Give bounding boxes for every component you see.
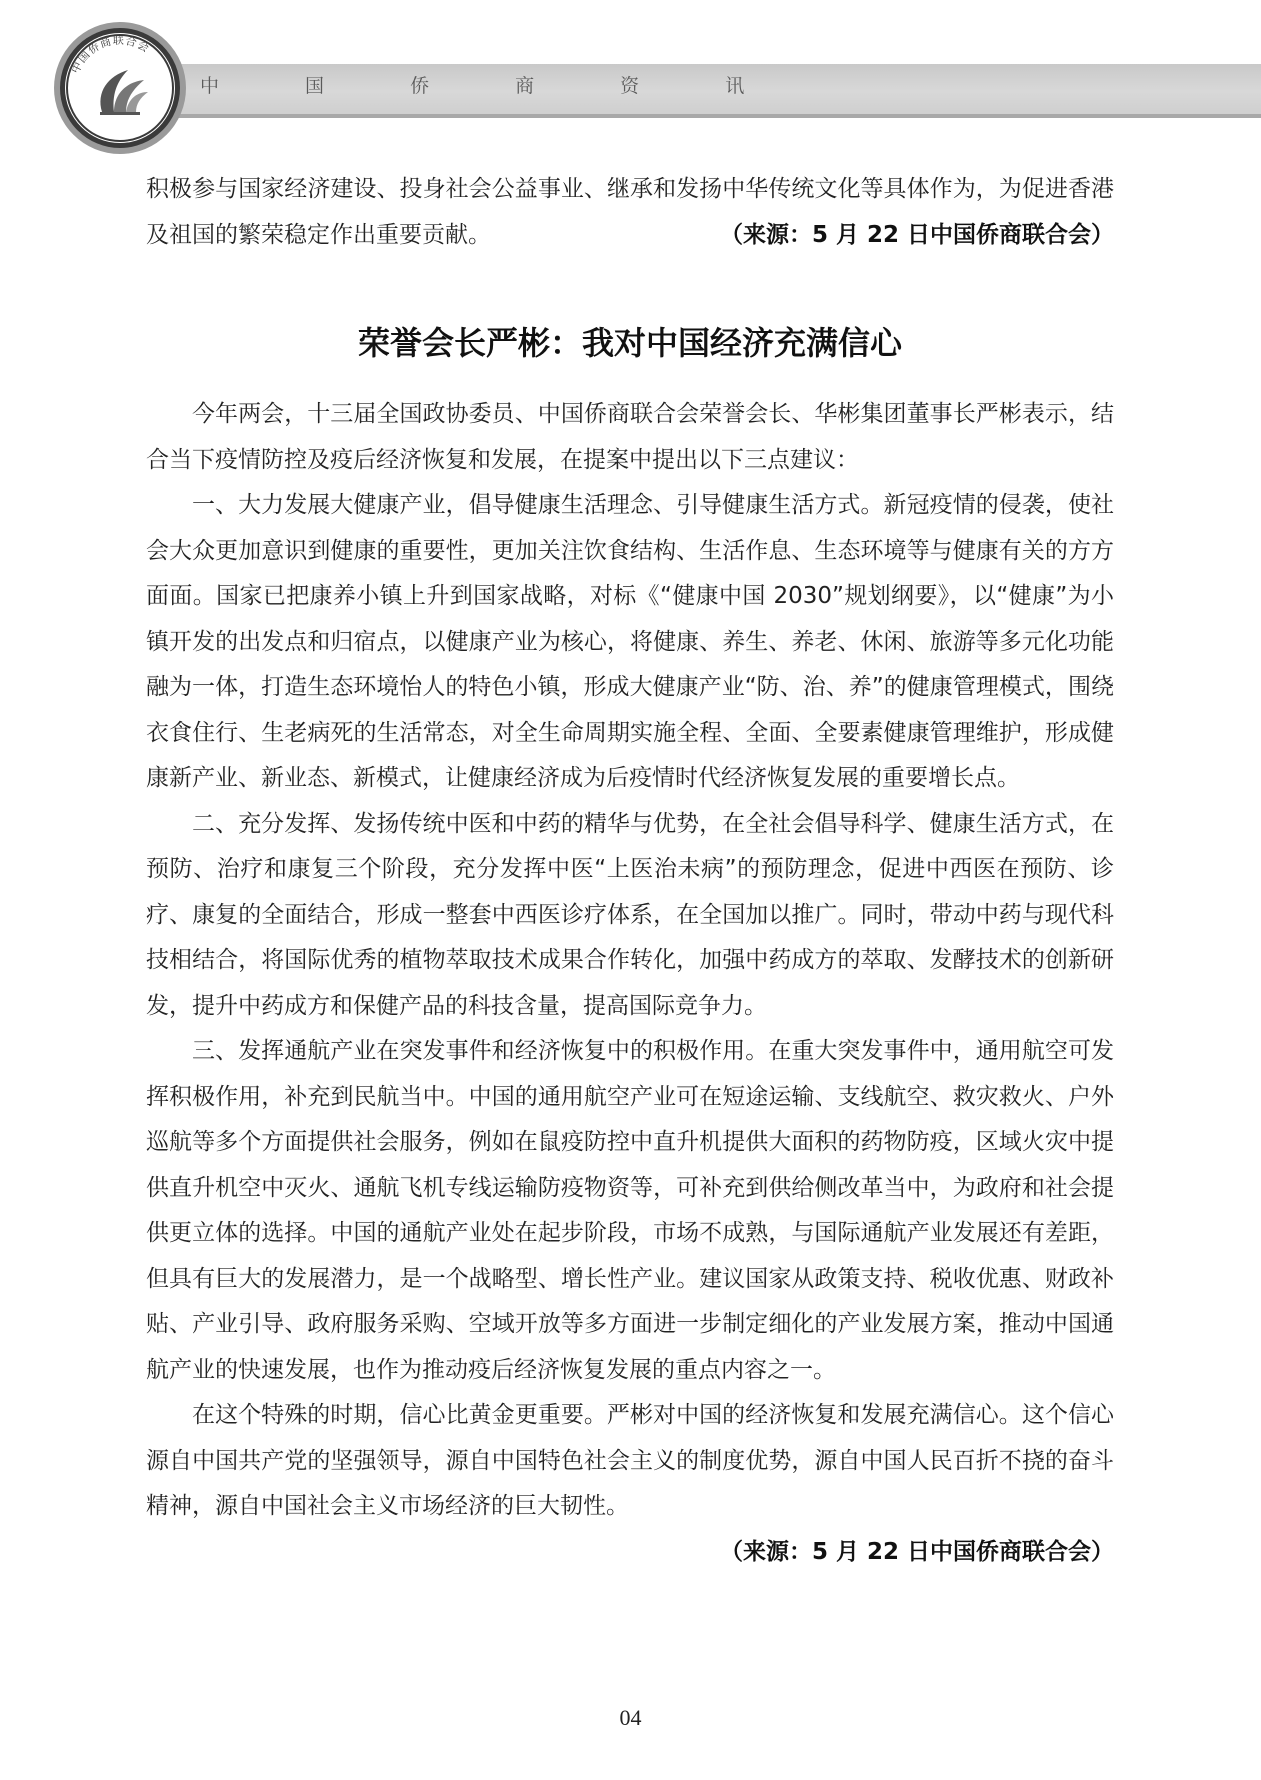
organization-logo-icon xyxy=(52,20,188,156)
header-title: 中 国 侨 商 资 讯 xyxy=(200,75,785,97)
article-paragraph-2: 一、大力发展大健康产业，倡导健康生活理念、引导健康生活方式。新冠疫情的侵袭，使社会大众更加意识到健康的重要性，更加关注饮食结构、生活作息、生态环境等与健康有关的方方面面。国家已把康养小镇上升到国家战略，对标《“健康中国 2030”规划纲要》，以“健康”为小镇开发的出发点和归宿点，以健康产业为核心，将健康、养生、养老、休闲、旅游等多元化功能融为一体，打造生态环境怡人的特色小镇，形成大健康产业“防、治、养”的健康管理模式，围绕衣食住行、生老病死的生活常态，对全生命周期实施全程、全面、全要素健康管理维护，形成健康新产业、新业态、新模式，让健康经济成为后疫情时代经济恢复发展的重要增长点。 xyxy=(146,492,1114,791)
top-paragraph-block xyxy=(146,167,1114,258)
article-paragraph-5: 在这个特殊的时期，信心比黄金更重要。严彬对中国的经济恢复和发展充满信心。这个信心源自中国共产党的坚强领导，源自中国特色社会主义的制度优势，源自中国人民百折不挠的奋斗精神，源自中国社会主义市场经济的巨大韧性。 xyxy=(146,1402,1114,1519)
top-source: （来源：5 月 22 日中国侨商联合会） xyxy=(719,221,1114,248)
article-title: 荣誉会长严彬：我对中国经济充满信心 xyxy=(357,324,902,362)
article-paragraph-3: 二、充分发挥、发扬传统中医和中药的精华与优势，在全社会倡导科学、健康生活方式，在预防、治疗和康复三个阶段，充分发挥中医“上医治未病”的预防理念，促进中西医在预防、诊疗、康复的全面结合，形成一整套中西医诊疗体系，在全国加以推广。同时，带动中药与现代科技相结合，将国际优秀的植物萃取技术成果合作转化，加强中药成方的萃取、发酵技术的创新研发，提升中药成方和保健产品的科技含量，提高国际竞争力。 xyxy=(146,810,1114,1019)
page-number: 04 xyxy=(619,1705,642,1730)
top-paragraph xyxy=(146,167,1114,258)
article-source: （来源：5 月 22 日中国侨商联合会） xyxy=(719,1538,1114,1565)
logo-text: 中国侨商联合会 xyxy=(68,33,152,76)
article-paragraph-1: 今年两会，十三届全国政协委员、中国侨商联合会荣誉会长、华彬集团董事长严彬表示，结合当下疫情防控及疫后经济恢复和发展，在提案中提出以下三点建议： xyxy=(146,401,1114,473)
article-body xyxy=(146,392,1114,1575)
top-paragraph-text: 积极参与国家经济建设、投身社会公益事业、继承和发扬中华传统文化等具体作为，为促进香港及祖国的繁荣稳定作出重要贡献。 xyxy=(146,176,1114,248)
article-paragraph-4: 三、发挥通航产业在突发事件和经济恢复中的积极作用。在重大突发事件中，通用航空可发挥积极作用，补充到民航当中。中国的通用航空产业可在短途运输、支线航空、救灾救火、户外巡航等多个方面提供社会服务，例如在鼠疫防控中直升机提供大面积的药物防疫，区域火灾中提供直升机空中灭火、通航飞机专线运输防疫物资等，可补充到供给侧改革当中，为政府和社会提供更立体的选择。中国的通航产业处在起步阶段，市场不成熟，与国际通航产业发展还有差距，但具有巨大的发展潜力，是一个战略型、增长性产业。建议国家从政策支持、税收优惠、财政补贴、产业引导、政府服务采购、空域开放等多方面进一步制定细化的产业发展方案，推动中国通航产业的快速发展，也作为推动疫后经济恢复发展的重点内容之一。 xyxy=(146,1038,1114,1383)
